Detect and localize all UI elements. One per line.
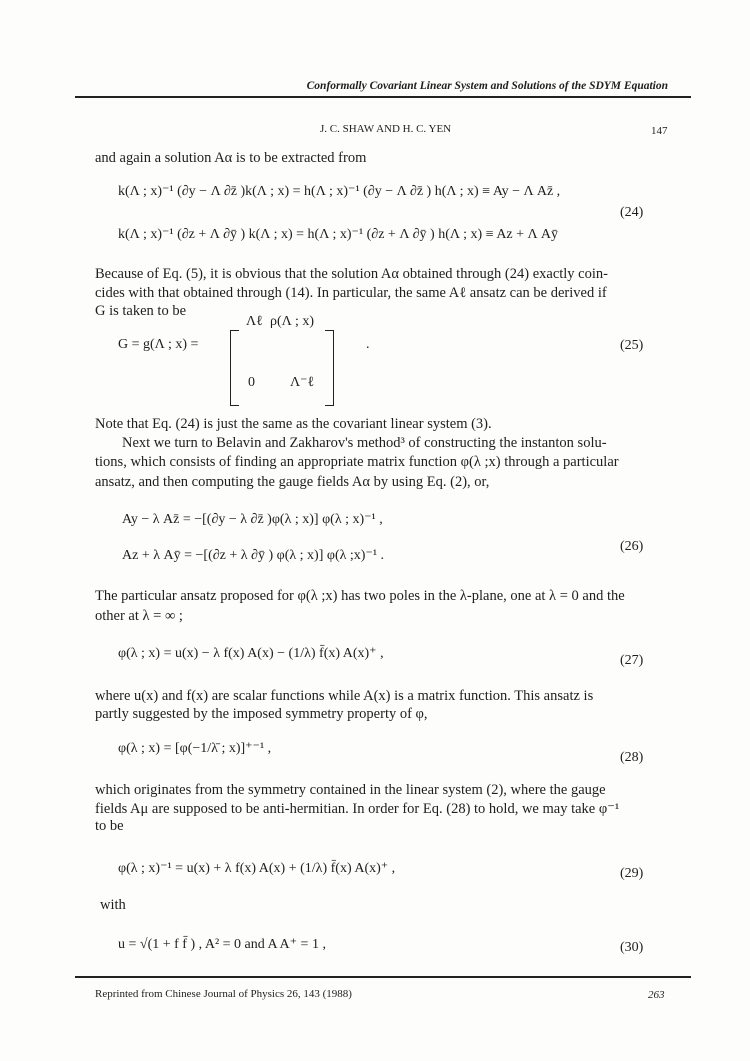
equation-28: φ(λ ; x) = [φ(−1/λ̄ ; x)]⁺⁻¹ , xyxy=(118,741,272,756)
paragraph-line: fields Aμ are supposed to be anti-hermitian. In order for Eq. (28) to hold, we may take φ⁻¹ xyxy=(95,801,620,817)
paragraph-line: to be xyxy=(95,818,124,834)
authors: J. C. SHAW AND H. C. YEN xyxy=(320,123,452,135)
paragraph-line: other at λ = ∞ ; xyxy=(95,608,183,624)
equation-label-24: (24) xyxy=(620,205,644,220)
equation-label-25: (25) xyxy=(620,338,644,353)
page-number: 147 xyxy=(651,125,668,137)
paragraph-line: ansatz, and then computing the gauge fields Aα by using Eq. (2), or, xyxy=(95,474,490,490)
equation-label-26: (26) xyxy=(620,539,644,554)
matrix-entry: Λ⁻ℓ xyxy=(290,375,315,390)
matrix-entry: 0 xyxy=(248,375,255,390)
equation-26b: Az + λ Aȳ = −[(∂z + λ ∂ȳ ) φ(λ ; x)] φ(λ ;x)⁻¹ . xyxy=(122,548,385,563)
equation-label-30: (30) xyxy=(620,940,644,955)
paragraph-line: with xyxy=(100,897,126,913)
equation-label-28: (28) xyxy=(620,750,644,765)
equation-25-period: . xyxy=(366,337,370,352)
equation-label-27: (27) xyxy=(620,653,644,668)
equation-label-29: (29) xyxy=(620,866,644,881)
equation-24a: k(Λ ; x)⁻¹ (∂y − Λ ∂z̄ )k(Λ ; x) = h(Λ ; x)⁻¹ (∂y − Λ ∂z̄ ) h(Λ ; x) ≡ Ay − Λ Az̄ , xyxy=(118,184,561,199)
paragraph-line: Because of Eq. (5), it is obvious that the solution Aα obtained through (24) exactly coin- xyxy=(95,266,608,282)
equation-24b: k(Λ ; x)⁻¹ (∂z + Λ ∂ȳ ) k(Λ ; x) = h(Λ ; x)⁻¹ (∂z + Λ ∂ȳ ) h(Λ ; x) ≡ Az + Λ Aȳ xyxy=(118,227,558,242)
matrix-entry: ρ(Λ ; x) xyxy=(270,314,314,329)
matrix-right-bracket xyxy=(325,330,334,406)
matrix-left-bracket xyxy=(230,330,239,406)
paragraph-line: which originates from the symmetry contained in the linear system (2), where the gauge xyxy=(95,782,606,798)
matrix-entry: Λℓ xyxy=(246,314,263,329)
paragraph-line: Note that Eq. (24) is just the same as the covariant linear system (3). xyxy=(95,416,492,432)
reprint-notice: Reprinted from Chinese Journal of Physics 26, 143 (1988) xyxy=(95,988,352,1000)
paragraph-line: Next we turn to Belavin and Zakharov's method³ of constructing the instanton solu- xyxy=(122,435,607,451)
paragraph-line: tions, which consists of finding an appropriate matrix function φ(λ ;x) through a particular xyxy=(95,454,619,470)
header-rule xyxy=(75,96,691,98)
equation-29: φ(λ ; x)⁻¹ = u(x) + λ f(x) A(x) + (1/λ) f̄(x) A(x)⁺ , xyxy=(118,861,396,876)
equation-27: φ(λ ; x) = u(x) − λ f(x) A(x) − (1/λ) f̄(x) A(x)⁺ , xyxy=(118,646,384,661)
paragraph-line: and again a solution Aα is to be extracted from xyxy=(95,150,367,166)
equation-26a: Ay − λ Az̄ = −[(∂y − λ ∂z̄ )φ(λ ; x)] φ(λ ; x)⁻¹ , xyxy=(122,512,383,527)
paragraph-line: The particular ansatz proposed for φ(λ ;x) has two poles in the λ-plane, one at λ = 0 and the xyxy=(95,588,625,604)
paragraph-line: cides with that obtained through (14). In particular, the same Aℓ ansatz can be derived if xyxy=(95,285,607,301)
paragraph-line: G is taken to be xyxy=(95,303,187,319)
paragraph-line: where u(x) and f(x) are scalar functions while A(x) is a matrix function. This ansatz is xyxy=(95,688,594,704)
footer-page-number: 263 xyxy=(648,989,665,1001)
paragraph-line: partly suggested by the imposed symmetry property of φ, xyxy=(95,706,428,722)
equation-25-lhs: G = g(Λ ; x) = xyxy=(118,337,199,352)
running-title: Conformally Covariant Linear System and Solutions of the SDYM Equation xyxy=(306,80,668,92)
equation-30: u = √(1 + f f̄ ) , A² = 0 and A A⁺ = 1 , xyxy=(118,937,326,952)
footer-rule xyxy=(75,976,691,978)
